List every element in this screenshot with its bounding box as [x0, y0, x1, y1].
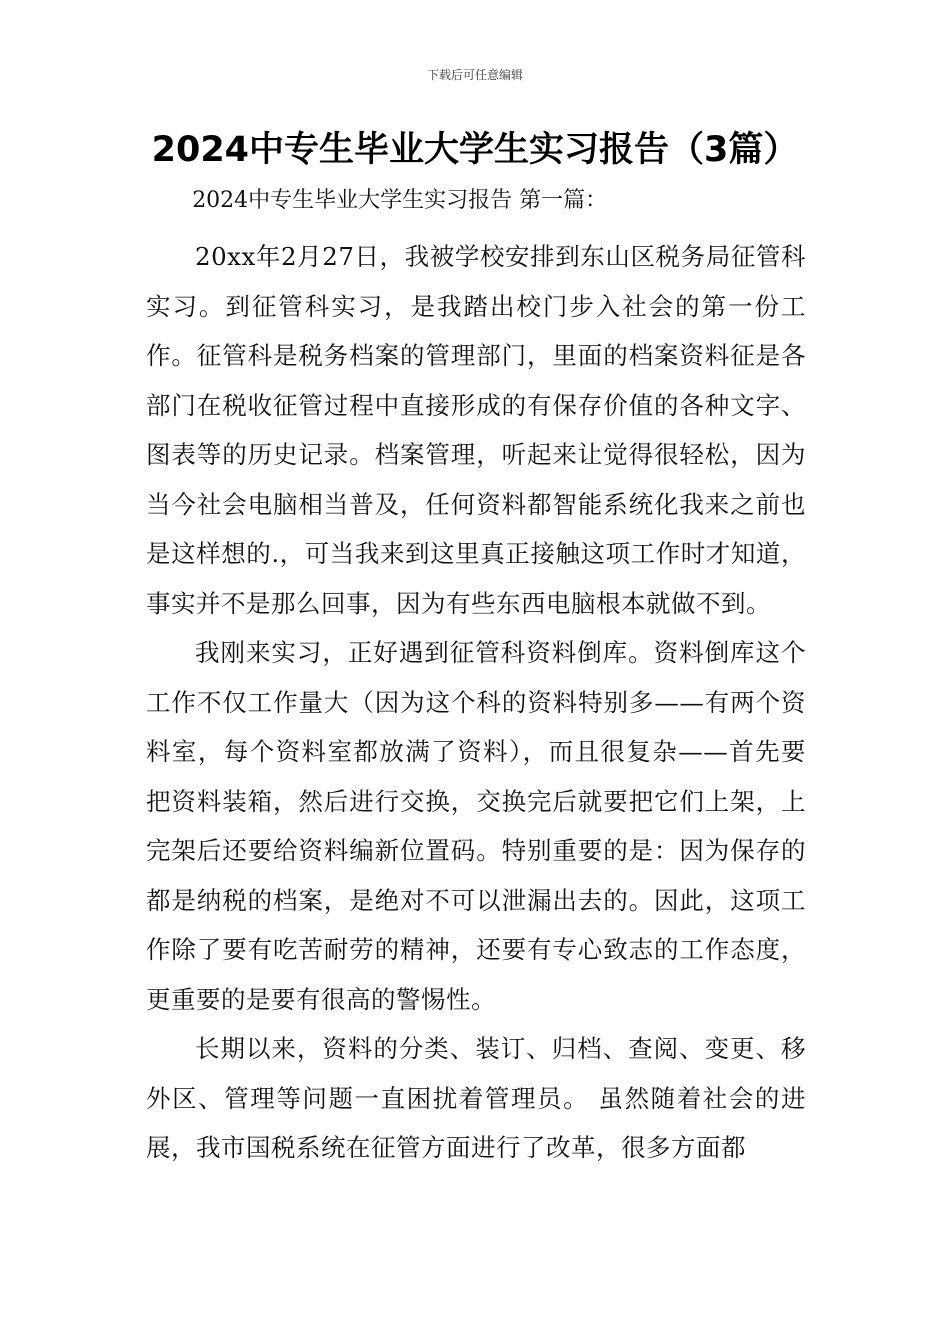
- paragraph-3: 长期以来，资料的分类、装订、归档、查阅、变更、移外区、管理等问题一直困扰着管理员。 虽然随着社会的进展，我市国税系统在征管方面进行了改革，很多方面都: [146, 1034, 806, 1162]
- document-title: 2024中专生毕业大学生实习报告（3篇）: [151, 130, 799, 170]
- paragraph-1: 20xx年2月27日，我被学校安排到东山区税务局征管科实习。到征管科实习，是我踏出校门步入社会的第一份工作。征管科是税务档案的管理部门，里面的档案资料征是各部门在税收征管过程中直接形成的有保存价值的各种文字、图表等的历史记录。档案管理，听起来让觉得很轻松，因为当今社会电脑相当普及，任何资料都智能系统化我来之前也是这样想的.，可当我来到这里真正接触这项工作时才知道，事实并不是那么回事，因为有些东西电脑根本就做不到。: [146, 242, 806, 618]
- paragraph-2: 我刚来实习，正好遇到征管科资料倒库。资料倒库这个工作不仅工作量大（因为这个科的资料特别多——有两个资料室，每个资料室都放满了资料），而且很复杂——首先要把资料装箱，然后进行交换，交换完后就要把它们上架，上完架后还要给资料编新位置码。特别重要的是：因为保存的都是纳税的档案，是绝对不可以泄漏出去的。因此，这项工作除了要有吃苦耐劳的精神，还要有专心致志的工作态度，更重要的是要有很高的警惕性。: [146, 638, 806, 1014]
- document-body: [146, 183, 806, 1173]
- header-note: 下载后可任意编辑: [426, 68, 523, 82]
- section-label: 2024中专生毕业大学生实习报告 第一篇：: [192, 188, 608, 213]
